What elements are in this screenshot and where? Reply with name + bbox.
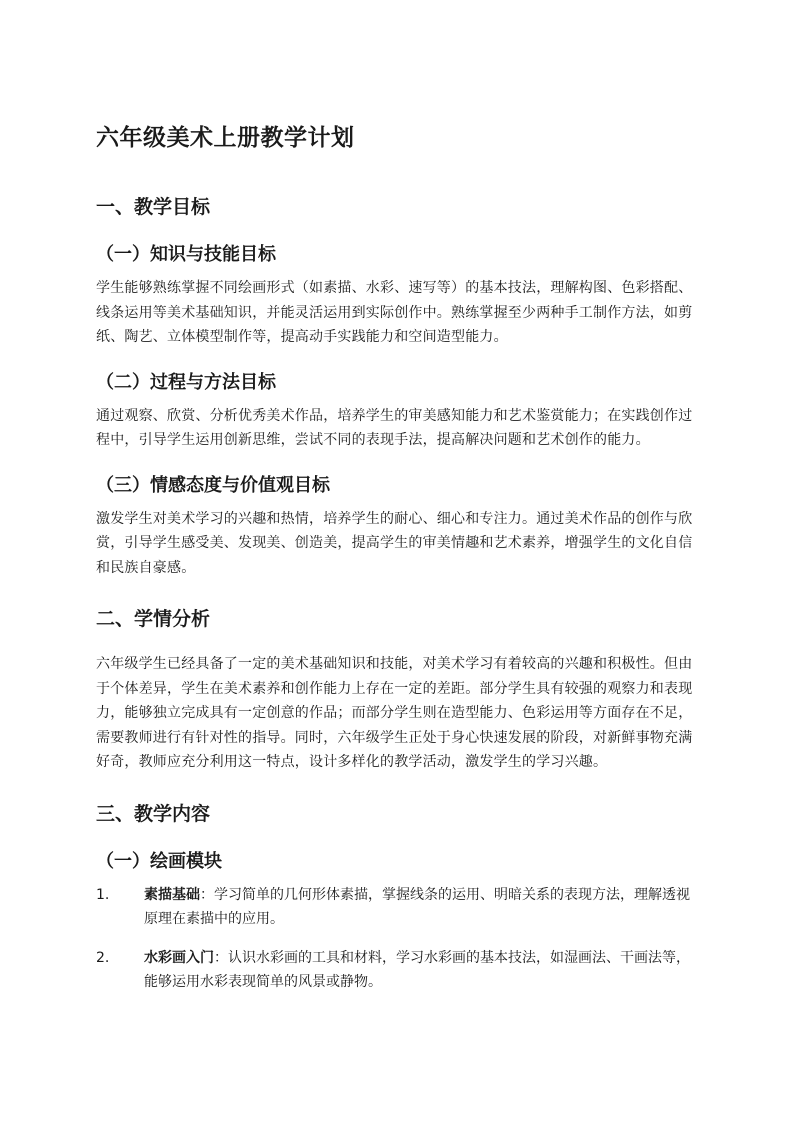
section-heading-student-analysis: 二、学情分析 [96,608,211,630]
subsection-heading-knowledge-skills: （一）知识与技能目标 [96,244,276,265]
list-item [96,946,700,995]
paragraph-student-analysis: 六年级学生已经具备了一定的美术基础知识和技能，对美术学习有着较高的兴趣和积极性。但由于个体差异，学生在美术素养和创作能力上存在一定的差距。部分学生具有较强的观察力和表现力，能够独立完成具有一定创意的作品；而部分学生则在造型能力、色彩运用等方面存在不足，需要教师进行有针对性的指导。同时，六年级学生正处于身心快速发展的阶段，对新鲜事物充满好奇，教师应充分利用这一特点，设计多样化的教学活动，激发学生的学习兴趣。 [96,656,693,770]
list-item-number: 2. [96,949,110,966]
section-heading-teaching-content: 三、教学内容 [96,802,211,825]
list-item-text: ：学习简单的几何形体素描，掌握线条的运用、明暗关系的表现方法，理解透视原理在素描中的应用。 [144,886,690,927]
section-heading-teaching-goals: 一、教学目标 [96,196,211,218]
paragraph-emotion-values: 激发学生对美术学习的兴趣和热情，培养学生的耐心、细心和专注力。通过美术作品的创作与欣赏，引导学生感受美、发现美、创造美，提高学生的审美情趣和艺术素养，增强学生的文化自信和民族自豪感。 [96,510,693,576]
list-item-title: 素描基础 [144,886,200,903]
list-item-body [144,883,700,932]
list-item-text: ：认识水彩画的工具和材料，学习水彩画的基本技法，如湿画法、干画法等，能够运用水彩表现简单的风景或静物。 [144,949,690,990]
subsection-heading-process-methods: （二）过程与方法目标 [96,371,276,393]
list-item [96,883,700,932]
subsection-heading-painting-module: （一）绘画模块 [96,850,222,872]
paragraph-knowledge-skills: 学生能够熟练掌握不同绘画形式（如素描、水彩、速写等）的基本技法，理解构图、色彩搭配、线条运用等美术基础知识，并能灵活运用到实际创作中。熟练掌握至少两种手工制作方法，如剪纸、陶艺、立体模型制作等，提高动手实践能力和空间造型能力。 [96,280,693,345]
paragraph-process-methods: 通过观察、欣赏、分析优秀美术作品，培养学生的审美感知能力和艺术鉴赏能力；在实践创作过程中，引导学生运用创新思维，尝试不同的表现手法，提高解决问题和艺术创作的能力。 [96,407,693,448]
list-item-body [144,946,700,995]
painting-module-list [96,883,700,995]
list-item-title: 水彩画入门 [144,949,214,966]
list-item-number: 1. [96,886,110,903]
document-title: 六年级美术上册教学计划 [96,125,355,151]
subsection-heading-emotion-values: （三）情感态度与价值观目标 [96,474,330,496]
